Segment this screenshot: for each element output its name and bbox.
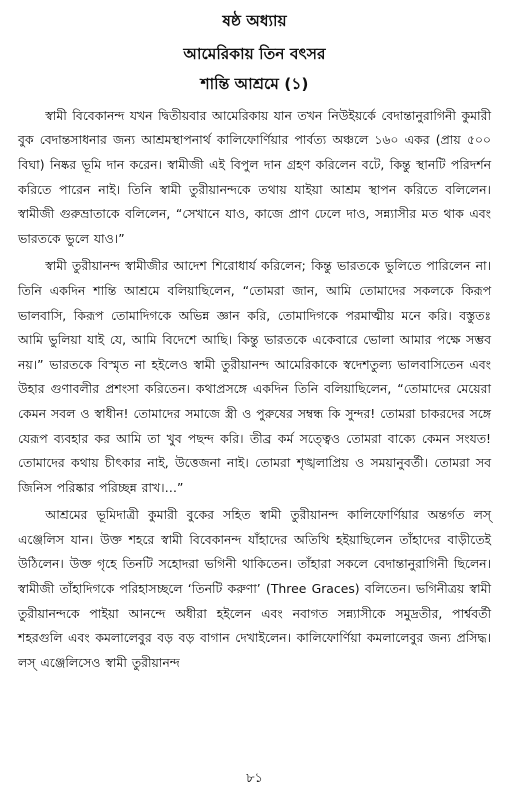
section-title: শান্তি আশ্রমে (১) — [200, 75, 309, 94]
chapter-number: ষষ্ঠ অধ্যায় — [222, 12, 287, 30]
page-number: ৮১ — [246, 771, 263, 786]
paragraph-3: আশ্রমের ভূমিদাত্রী কুমারী বুকের সহিত স্বামী তুরীয়ানন্দ কালিফোর্ণিয়ার অন্তর্গত লস্ এঞ্জেলিস যান। উক্ত শহরে স্বামী বিবেকানন্দ যাঁহাদের অতিথি হইয়াছিলেন তাঁহাদের বাড়ীতেই উঠিলেন। উক্ত গৃহে তিনটি সহোদরা ভগিনী থাকিতেন। তাঁহারা সকলে বেদান্তানুরাগিনী ছিলেন। স্বামীজী তাঁহাদিগকে পরিহাসচ্ছলে ‘তিনটি করুণা’ (Three Graces) বলিতেন। ভগিনীত্রয় স্বামী তুরীয়ানন্দকে পাইয়া আনন্দে অধীরা হইলেন এবং নবাগত সন্ন্যাসীকে সমুদ্রতীর, পার্শ্ববর্তী শহরগুলি এবং কমলালেবুর বড় বড় বাগান দেখাইলেন। কালিফোর্ণিয়া কমলালেবুর জন্য প্রসিদ্ধ। লস্ এঞ্জেলিসেও স্বামী তুরীয়ানন্দ — [18, 507, 491, 670]
chapter-title: আমেরিকায় তিন বৎসর — [183, 44, 326, 63]
paragraph-1: স্বামী বিবেকানন্দ যখন দ্বিতীয়বার আমেরিকায় যান তখন নিউইয়র্কে বেদান্তানুরাগিনী কুমারী বুক বেদান্তসাধনার জন্য আশ্রমস্থাপনার্থ কালিফোর্ণিয়ার পার্বত্য অঞ্চলে ১৬০ একর (প্রায় ৫০০ বিঘা) নিষ্কর ভূমি দান করেন। স্বামীজী এই বিপুল দান গ্রহণ করিলেন বটে, কিন্তু স্থানটি পরিদর্শন করিতে পারেন নাই। তিনি স্বামী তুরীয়ানন্দকে তথায় যাইয়া আশ্রম স্থাপন করিতে বলিলেন। স্বামীজী গুরুভ্রাতাকে বলিলেন, “সেখানে যাও, কাজে প্রাণ ঢেলে দাও, সন্ন্যাসীর মত থাক এবং ভারতকে ভুলে যাও।” — [18, 107, 491, 246]
paragraph-2: স্বামী তুরীয়ানন্দ স্বামীজীর আদেশ শিরোধার্য করিলেন; কিন্তু ভারতকে ভুলিতে পারিলেন না। তিনি একদিন শান্তি আশ্রমে বলিয়াছিলেন, “তোমরা জান, আমি তোমাদের সকলকে কিরূপ ভালবাসি, কিরূপ তোমাদিগকে অভিন্ন জ্ঞান করি, তোমাদিগকে পরমাত্মীয় মনে করি। বস্তুতঃ আমি ভুলিয়া যাই যে, আমি বিদেশে আছি। কিন্তু ভারতকে একেবারে ভোলা আমার পক্ষে সম্ভব নয়।” ভারতকে বিস্মৃত না হইলেও স্বামী তুরীয়ানন্দ আমেরিকাকে স্বদেশতুল্য ভালবাসিতেন এবং উহার গুণাবলীর প্রশংসা করিতেন। কথাপ্রসঙ্গে একদিন তিনি বলিয়াছিলেন, “তোমাদের মেয়েরা কেমন সবল ও স্বাধীন! তোমাদের সমাজে স্ত্রী ও পুরুষের সম্বন্ধ কি সুন্দর! তোমরা চাকরদের সঙ্গে যেরূপ ব্যবহার কর আমি তা খুব পছন্দ করি। তীব্র কর্ম সত্ত্বেও তোমরা বাক্যে কেমন সংযত! তোমাদের কথায় চীৎকার নাই, উত্তেজনা নাই। তোমরা শৃঙ্খলাপ্রিয় ও সময়ানুবর্তী। তোমরা সব জিনিস পরিষ্কার পরিচ্ছন্ন রাখ।…” — [18, 258, 491, 495]
